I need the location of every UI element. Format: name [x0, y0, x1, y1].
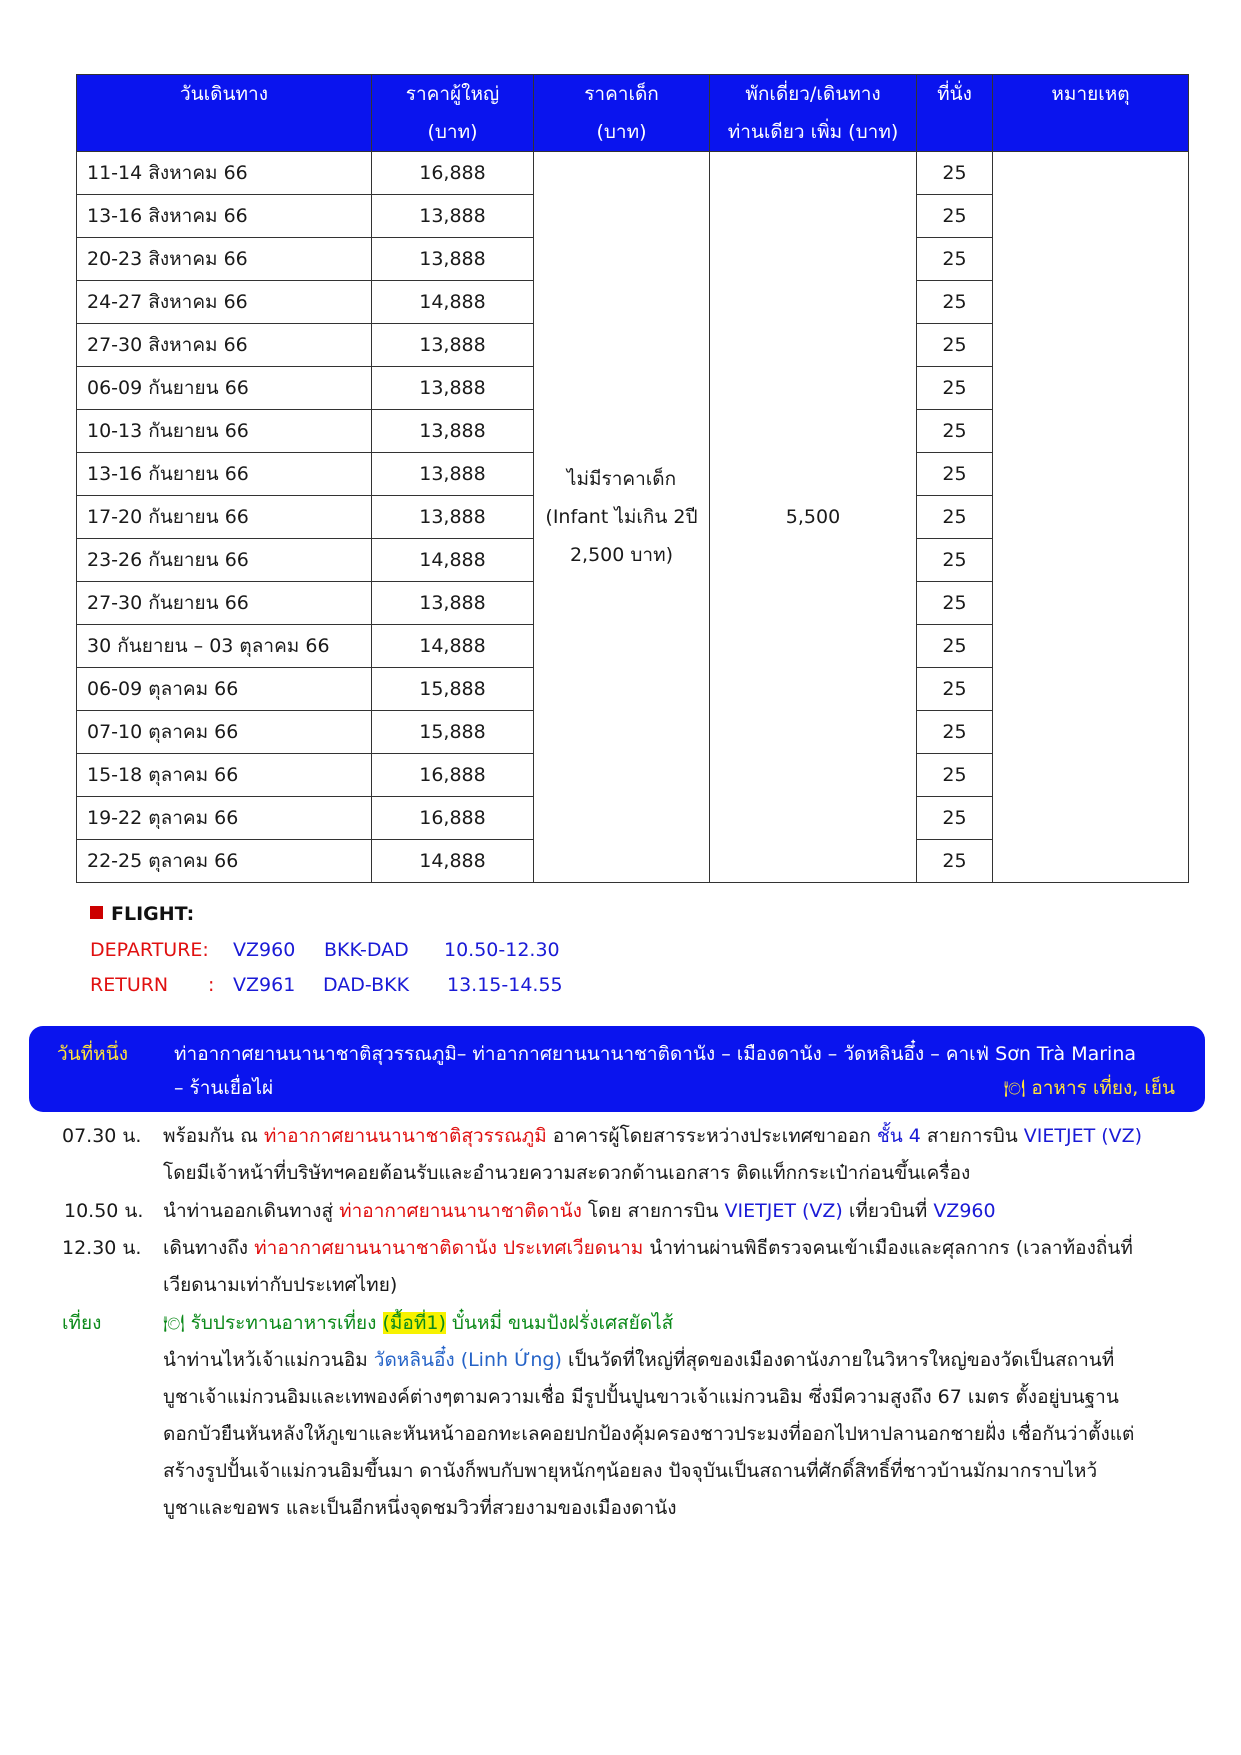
- seats-cell: 25: [917, 539, 993, 582]
- text-segment: พร้อมกัน ณ: [163, 1125, 264, 1147]
- day1-title-line2: – ร้านเยื่อไผ่: [174, 1077, 274, 1099]
- adult-price-cell: 13,888: [372, 324, 534, 367]
- seats-cell: 25: [917, 324, 993, 367]
- return-route: DAD-BKK: [323, 974, 410, 996]
- temple-line5: บูชาและขอพร และเป็นอีกหนึ่งจุดชมวิวที่สวยงามของเมืองดานัง: [163, 1497, 677, 1519]
- airline-name: VIETJET (VZ): [724, 1200, 843, 1222]
- adult-price-cell: 14,888: [372, 625, 534, 668]
- seats-cell: 25: [917, 195, 993, 238]
- table-row: [77, 152, 1189, 195]
- text-segment: รับประทานอาหารเที่ยง: [184, 1312, 383, 1334]
- travel-date-cell: 07-10 ตุลาคม 66: [77, 711, 372, 754]
- seats-cell: 25: [917, 238, 993, 281]
- seats-cell: 25: [917, 582, 993, 625]
- text-segment: เป็นวัดที่ใหญ่ที่สุดของเมืองดานังภายในวิหารใหญ่ของวัดเป็นสถานที่: [561, 1349, 1115, 1371]
- text-segment: นำท่านผ่านพิธีตรวจคนเข้าเมืองและศุลกากร (เวลาท้องถิ่นที่: [643, 1237, 1133, 1259]
- seats-cell: 25: [917, 754, 993, 797]
- departure-time: 10.50-12.30: [444, 939, 560, 961]
- price-table: [76, 74, 1189, 883]
- adult-price-cell: 13,888: [372, 582, 534, 625]
- text-segment: อาคารผู้โดยสารระหว่างประเทศขาออก: [546, 1125, 877, 1147]
- travel-date-cell: 06-09 ตุลาคม 66: [77, 668, 372, 711]
- itinerary-1050-line: [163, 1196, 996, 1226]
- text-segment: นำท่านไหว้เจ้าแม่กวนอิม: [163, 1349, 374, 1371]
- day1-label: วันที่หนึ่ง: [57, 1043, 128, 1065]
- adult-price-cell: 14,888: [372, 840, 534, 883]
- floor-number: ชั้น 4: [876, 1125, 921, 1147]
- travel-date-cell: 23-26 กันยายน 66: [77, 539, 372, 582]
- temple-line4: สร้างรูปปั้นเจ้าแม่กวนอิมขึ้นมา ดานังก็พบกับพายุหนักๆน้อยลง ปัจจุบันเป็นสถานที่ศักดิ์สิทธิ์ที่ชาวบ้านมักมากราบไหว้: [163, 1460, 1098, 1482]
- airline-name: VIETJET (VZ): [1023, 1125, 1143, 1147]
- price-table-body: [77, 152, 1189, 883]
- meal-number-highlight: (มื้อที่1): [382, 1312, 446, 1334]
- temple-name: วัดหลินอึ๋ง (Linh Ứng): [373, 1349, 562, 1371]
- text-segment: เดินทางถึง: [163, 1237, 255, 1259]
- text-segment: นำท่านออกเดินทางสู่: [163, 1200, 340, 1222]
- seats-cell: 25: [917, 711, 993, 754]
- day1-meals-text: อาหาร เที่ยง, เย็น: [1031, 1077, 1175, 1099]
- seats-cell: 25: [917, 668, 993, 711]
- departure-flight-number: VZ960: [233, 939, 296, 961]
- day1-title-line1: ท่าอากาศยานนานาชาติสุวรรณภูมิ– ท่าอากาศยานนานาชาติดานัง – เมืองดานัง – วัดหลินอึ๋ง – คาเฟ่ Sơn Trà Marina: [174, 1043, 1137, 1065]
- temple-line1: [163, 1345, 1114, 1375]
- time-1230: 12.30 น.: [62, 1237, 142, 1259]
- travel-date-cell: 11-14 สิงหาคม 66: [77, 152, 372, 195]
- seats-cell: 25: [917, 281, 993, 324]
- return-time: 13.15-14.55: [447, 974, 563, 996]
- seats-cell: 25: [917, 367, 993, 410]
- header-child-price: ราคาเด็ก (บาท): [534, 75, 710, 152]
- day1-banner: [29, 1026, 1205, 1112]
- itinerary-lunch-line: [163, 1308, 673, 1338]
- temple-line3: ดอกบัวยืนหันหลังให้ภูเขาและหันหน้าออกทะเลคอยปกป้องคุ้มครองชาวประมงที่ออกไปหาปลานอกชายฝั่ง เชื่อกันว่าตั้งแต่: [163, 1423, 1135, 1445]
- travel-date-cell: 06-09 กันยายน 66: [77, 367, 372, 410]
- travel-date-cell: 24-27 สิงหาคม 66: [77, 281, 372, 324]
- time-1050: 10.50 น.: [64, 1200, 144, 1222]
- airport-name: ท่าอากาศยานนานาชาติดานัง: [339, 1200, 582, 1222]
- child-price-line: ไม่มีราคาเด็ก: [566, 468, 677, 490]
- itinerary-1230-line2: เวียดนามเท่ากับประเทศไทย): [163, 1274, 398, 1296]
- time-0730: 07.30 น.: [62, 1125, 142, 1147]
- single-supplement-cell: 5,500: [710, 152, 917, 883]
- adult-price-cell: 16,888: [372, 797, 534, 840]
- seats-cell: 25: [917, 410, 993, 453]
- return-flight-number: VZ961: [233, 974, 296, 996]
- flight-heading: [90, 903, 194, 925]
- day1-meals: [1004, 1073, 1175, 1103]
- remarks-cell: [993, 152, 1189, 883]
- child-price-line: (Infant ไม่เกิน 2ปี: [545, 506, 698, 528]
- text-segment: บั๋นหมี่ ขนมปังฝรั่งเศสยัดไส้: [445, 1312, 674, 1334]
- table-header-row: [77, 75, 1189, 152]
- travel-date-cell: 15-18 ตุลาคม 66: [77, 754, 372, 797]
- flight-title-text: FLIGHT:: [111, 903, 195, 925]
- adult-price-cell: 16,888: [372, 754, 534, 797]
- departure-label: DEPARTURE:: [90, 939, 209, 961]
- adult-price-cell: 13,888: [372, 367, 534, 410]
- flight-number: VZ960: [933, 1200, 996, 1222]
- travel-date-cell: 17-20 กันยายน 66: [77, 496, 372, 539]
- adult-price-cell: 13,888: [372, 195, 534, 238]
- header-single-supplement: พักเดี่ยว/เดินทาง ท่านเดียว เพิ่ม (บาท): [710, 75, 917, 152]
- meal-icon: 🍽: [1003, 1079, 1026, 1099]
- adult-price-cell: 13,888: [372, 496, 534, 539]
- travel-date-cell: 27-30 กันยายน 66: [77, 582, 372, 625]
- travel-date-cell: 22-25 ตุลาคม 66: [77, 840, 372, 883]
- travel-date-cell: 30 กันยายน – 03 ตุลาคม 66: [77, 625, 372, 668]
- travel-date-cell: 13-16 สิงหาคม 66: [77, 195, 372, 238]
- time-lunch: เที่ยง: [62, 1312, 102, 1334]
- airport-name: ท่าอากาศยานนานาชาติสุวรรณภูมิ: [263, 1125, 547, 1147]
- return-label: RETURN: [90, 974, 169, 996]
- text-segment: โดย สายการบิน: [581, 1200, 725, 1222]
- travel-date-cell: 19-22 ตุลาคม 66: [77, 797, 372, 840]
- red-square-bullet-icon: [90, 906, 103, 919]
- return-colon: :: [208, 974, 215, 996]
- adult-price-cell: 13,888: [372, 238, 534, 281]
- travel-date-cell: 13-16 กันยายน 66: [77, 453, 372, 496]
- itinerary-1230-line1: [163, 1233, 1133, 1263]
- child-price-cell: [534, 152, 710, 883]
- departure-route: BKK-DAD: [324, 939, 409, 961]
- adult-price-cell: 13,888: [372, 453, 534, 496]
- adult-price-cell: 16,888: [372, 152, 534, 195]
- travel-date-cell: 20-23 สิงหาคม 66: [77, 238, 372, 281]
- adult-price-cell: 15,888: [372, 668, 534, 711]
- header-remarks: หมายเหตุ: [993, 75, 1189, 152]
- seats-cell: 25: [917, 496, 993, 539]
- child-price-line: 2,500 บาท): [569, 544, 674, 566]
- airport-name: ท่าอากาศยานนานาชาติดานัง ประเทศเวียดนาม: [254, 1237, 644, 1259]
- seats-cell: 25: [917, 453, 993, 496]
- itinerary-0730-line2: โดยมีเจ้าหน้าที่บริษัทฯคอยต้อนรับและอำนวยความสะดวกด้านเอกสาร ติดแท็กกระเป๋าก่อนขึ้นเครื่อง: [163, 1162, 971, 1184]
- text-segment: เที่ยวบินที่: [842, 1200, 934, 1222]
- seats-cell: 25: [917, 152, 993, 195]
- adult-price-cell: 13,888: [372, 410, 534, 453]
- adult-price-cell: 14,888: [372, 539, 534, 582]
- adult-price-cell: 14,888: [372, 281, 534, 324]
- header-travel-date: วันเดินทาง: [77, 75, 372, 152]
- itinerary-0730-line1: [163, 1121, 1142, 1151]
- seats-cell: 25: [917, 625, 993, 668]
- temple-line2: บูชาเจ้าแม่กวนอิมและเทพองค์ต่างๆตามความเชื่อ มีรูปปั้นปูนขาวเจ้าแม่กวนอิม ซึ่งมีความสูงถึง 67 เมตร ตั้งอยู่บนฐาน: [163, 1386, 1119, 1408]
- text-segment: สายการบิน: [920, 1125, 1024, 1147]
- header-adult-price: ราคาผู้ใหญ่ (บาท): [372, 75, 534, 152]
- adult-price-cell: 15,888: [372, 711, 534, 754]
- header-seats: ที่นั่ง: [917, 75, 993, 152]
- travel-date-cell: 10-13 กันยายน 66: [77, 410, 372, 453]
- meal-icon: 🍽: [163, 1314, 185, 1334]
- travel-date-cell: 27-30 สิงหาคม 66: [77, 324, 372, 367]
- seats-cell: 25: [917, 840, 993, 883]
- seats-cell: 25: [917, 797, 993, 840]
